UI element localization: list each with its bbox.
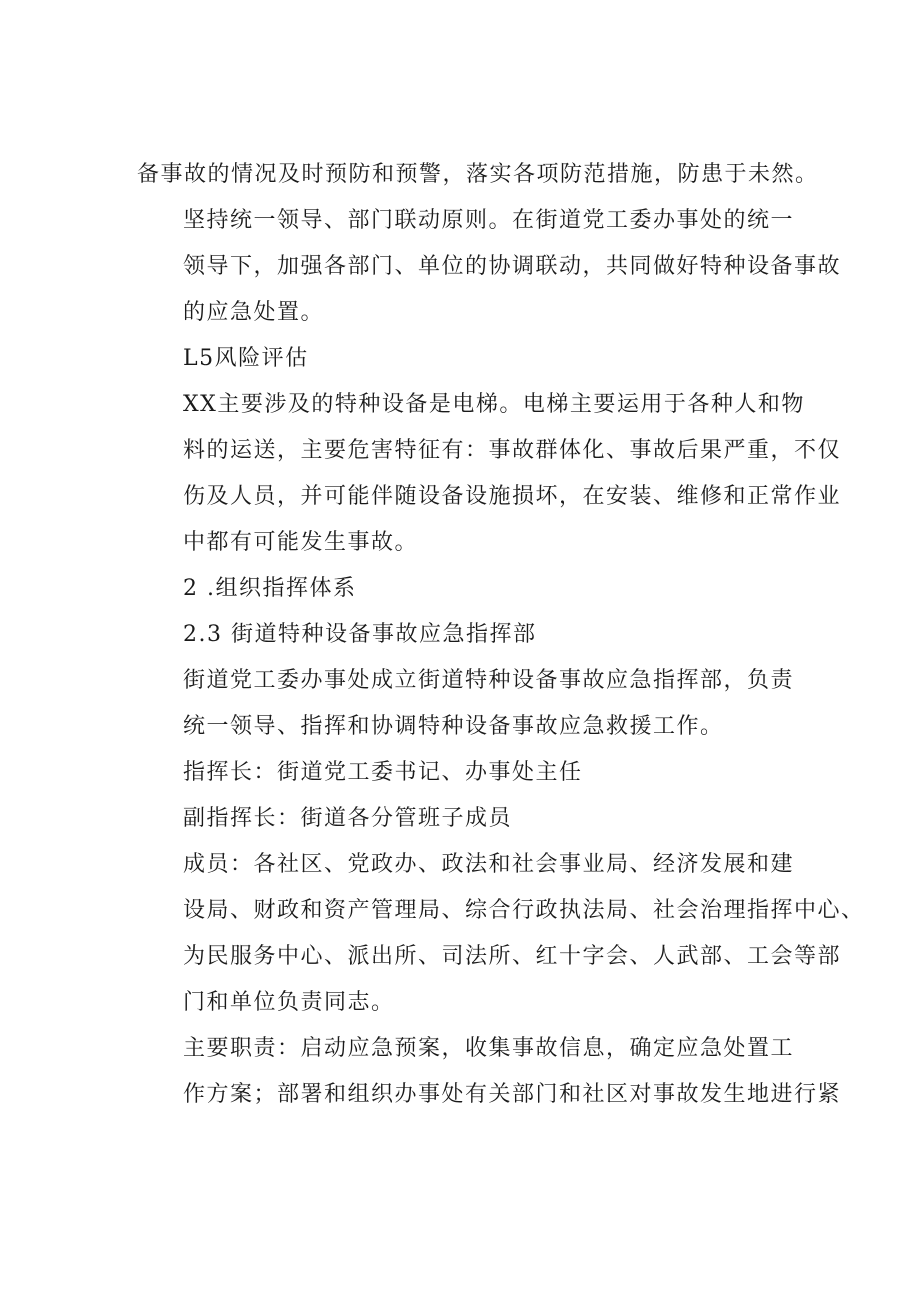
paragraph: [137, 1026, 842, 1118]
text-line: L5风险评估: [183, 346, 309, 371]
paragraph: [137, 198, 842, 336]
text-line: 伤及人员，并可能伴随设备设施损坏，在安装、维修和正常作业: [183, 484, 842, 509]
paragraph: [137, 796, 797, 842]
text-line: 成员：各社区、党政办、政法和社会事业局、经济发展和建: [183, 852, 795, 877]
paragraph: [137, 336, 797, 382]
text-line: 料的运送，主要危害特征有：事故群体化、事故后果严重，不仅: [183, 438, 842, 463]
text-line: 统一领导、指挥和协调特种设备事故应急救援工作。: [183, 714, 724, 739]
text-line: 作方案；部署和组织办事处有关部门和社区对事故发生地进行紧: [183, 1082, 842, 1107]
text-line: 2 .组织指挥体系: [183, 576, 357, 601]
paragraph: [137, 612, 797, 658]
text-line: 的应急处置。: [183, 300, 325, 325]
text-line: XX主要涉及的特种设备是电梯。电梯主要运用于各种人和物: [183, 392, 805, 417]
document-body: [137, 152, 865, 1118]
paragraph: [137, 152, 819, 198]
text-line: 2.3 街道特种设备事故应急指挥部: [183, 622, 537, 647]
paragraph: [137, 658, 797, 750]
text-line: 门和单位负责同志。: [183, 990, 395, 1015]
paragraph: [137, 566, 797, 612]
paragraph: [137, 382, 842, 566]
text-line: 街道党工委办事处成立街道特种设备事故应急指挥部，负责: [183, 668, 795, 693]
text-line: 主要职责：启动应急预案，收集事故信息，确定应急处置工: [183, 1036, 795, 1061]
paragraph: [137, 842, 865, 1026]
paragraph: [137, 750, 797, 796]
text-line: 为民服务中心、派出所、司法所、红十字会、人武部、工会等部: [183, 944, 842, 969]
text-line: 坚持统一领导、部门联动原则。在街道党工委办事处的统一: [183, 208, 795, 233]
text-line: 设局、财政和资产管理局、综合行政执法局、社会治理指挥中心、: [183, 898, 865, 923]
text-line: 中都有可能发生事故。: [183, 530, 419, 555]
text-line: 副指挥长：街道各分管班子成员: [183, 806, 513, 831]
text-line: 备事故的情况及时预防和预警，落实各项防范措施，防患于未然。: [137, 162, 819, 187]
text-line: 指挥长：街道党工委书记、办事处主任: [183, 760, 583, 785]
text-line: 领导下，加强各部门、单位的协调联动，共同做好特种设备事故: [183, 254, 842, 279]
